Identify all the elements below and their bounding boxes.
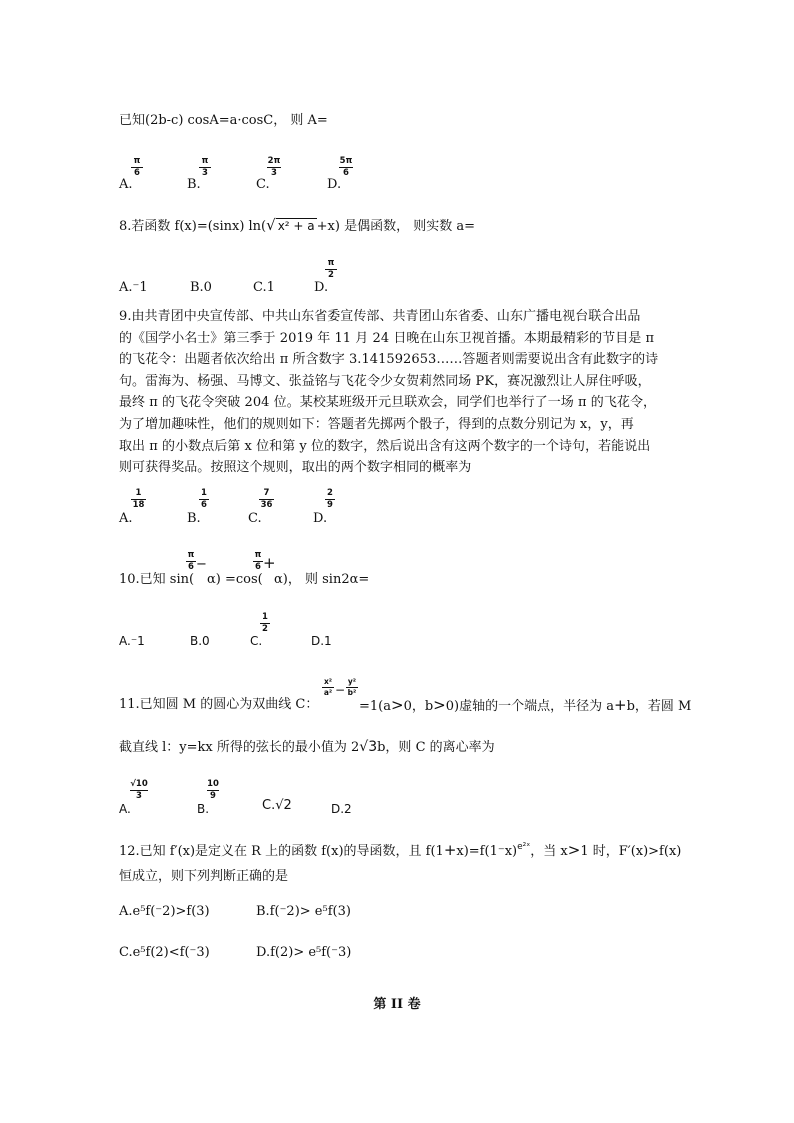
- q8-option-c: C.1: [253, 280, 275, 295]
- q11-sqrt3: √3: [359, 739, 378, 755]
- q10-option-d: D.1: [311, 634, 332, 648]
- q9-option-d-letter: D.: [313, 511, 328, 526]
- q8-radicand: x² + a: [277, 219, 315, 233]
- q12-line-2: 恒成立，则下列判断正确的是: [119, 869, 289, 884]
- q10-fraction-1: π 6: [187, 550, 195, 572]
- q7-option-d-fraction: 5π 6: [339, 156, 353, 178]
- q9-option-a-letter: A.: [119, 511, 133, 526]
- q7-option-b-letter: B.: [187, 177, 201, 192]
- q9-option-a-fraction: 1 18: [132, 488, 145, 510]
- q7-option-b-fraction: π 3: [199, 157, 211, 177]
- q9-stem: 9.由共青团中央宣传部、中共山东省委宣传部、共青团山东省委、山东广播电视台联合出品 的《国学小名士》第三季于 2019 年 11 月 24 日晚在山东卫视首播。本期最精彩的节目是 π 的飞花令：出题者依次给出 π 所含数字 3.141592653……答题者则需要说出含有此数字的诗 句。雷海为、杨强、马博文、张益铭与飞花令少女贺莉然同场 PK，赛况激烈让人屏住呼吸， 最终 π 的飞花令突破 204 位。某校某班级开元旦联欢会，同学们也举行了一场 π 的飞花令， 为了增加趣味性，他们的规则如下：答题者先掷两个骰子，得到的点数分别记为 x，y，再 取出 π 的小数点后第 x 位和第 y 位的数字，然后说出含有这两个数字的一个诗句，若能说出 则可获得奖品。按照这个规则，取出的两个数字相同的概率为: [119, 309, 659, 476]
- q7-option-a-letter: A.: [119, 177, 133, 192]
- q8-option-d-fraction: π 2: [325, 259, 337, 279]
- q11-option-a: A.: [119, 802, 131, 816]
- q12-line-1: 12.已知 f′(x)是定义在 R 上的函数 f(x)的导函数，且 $f(1+x)=f(1^-x)^{e^2ˣ}$，当 x>1 时，F′(x)>f(x): [119, 841, 682, 859]
- q7-option-c-fraction: 2π 3: [267, 156, 281, 178]
- q11-line-2: 截直线 l：y=kx 所得的弦长的最小值为 2√3b，则 C 的离心率为: [119, 739, 495, 755]
- q10-option-a: A.⁻1: [119, 634, 145, 648]
- q8-option-d: D.: [314, 280, 329, 295]
- q12-exponent: e²ˣ: [517, 842, 531, 852]
- q8-stem: 8.若函数 f(x)=(sinx) ln(√ x² + a +x) 是偶函数， 则实数 a=: [119, 216, 475, 234]
- q10-option-b: B.0: [190, 634, 210, 648]
- q11-option-b-fraction: 10 9: [207, 779, 219, 801]
- q12-option-b: B.f(⁻2)> e⁵f(3): [256, 904, 351, 919]
- radical-sign: √: [266, 216, 276, 234]
- q12-option-c: C.e⁵f(2)<f(⁻3): [119, 945, 210, 960]
- q8-option-b: B.0: [190, 280, 212, 295]
- q7-option-a-fraction: π 6: [131, 157, 143, 177]
- q10-fraction-2: π 6: [254, 550, 262, 572]
- q11-option-a-fraction: √10 3: [130, 779, 148, 801]
- q9-option-b-fraction: 1 6: [199, 489, 209, 509]
- q11-hyperbola-minus: −: [335, 683, 346, 697]
- q12-option-a: A.e⁵f(⁻2)>f(3): [119, 904, 210, 919]
- q10-op-2: +: [263, 554, 276, 572]
- q9-option-b-letter: B.: [187, 511, 201, 526]
- q11-stem-a: 11.已知圆 M 的圆心为双曲线 C：: [119, 697, 319, 712]
- q10-op-1: −: [196, 557, 207, 572]
- q10-stem-b: α) =cos(: [207, 572, 263, 587]
- q11-option-b: B.: [197, 802, 210, 816]
- q7-option-d-letter: D.: [327, 177, 342, 192]
- q10-stem-a: 10.已知 sin(: [119, 572, 195, 587]
- q8-option-a: A.⁻1: [119, 280, 148, 295]
- q11-option-c: C.√2: [262, 798, 292, 813]
- q9-option-c-fraction: 7 36: [260, 488, 273, 510]
- q11-option-d: D.2: [331, 802, 352, 816]
- q9-option-d-fraction: 2 9: [325, 489, 335, 509]
- q7-option-c-letter: C.: [256, 177, 270, 192]
- q10-stem-c: α)， 则 sin2α=: [274, 572, 370, 587]
- q11-hyperbola-x-term: x² a²: [323, 677, 333, 697]
- q10-option-c-fraction: 1 2: [260, 613, 270, 633]
- q11-hyperbola-y-term: y² b²: [347, 677, 357, 697]
- q9-option-c-letter: C.: [248, 511, 262, 526]
- q12-option-d: D.f(2)> e⁵f(⁻3): [256, 945, 352, 960]
- q10-option-c: C.: [250, 634, 263, 648]
- q7-stem: 已知(2b-c) cosA=a·cosC， 则 A=: [119, 113, 328, 128]
- q11-stem-rest: =1(a>0，b>0)虚轴的一个端点，半径为 a+b，若圆 M: [359, 696, 692, 714]
- section-title: 第 II 卷: [373, 997, 421, 1012]
